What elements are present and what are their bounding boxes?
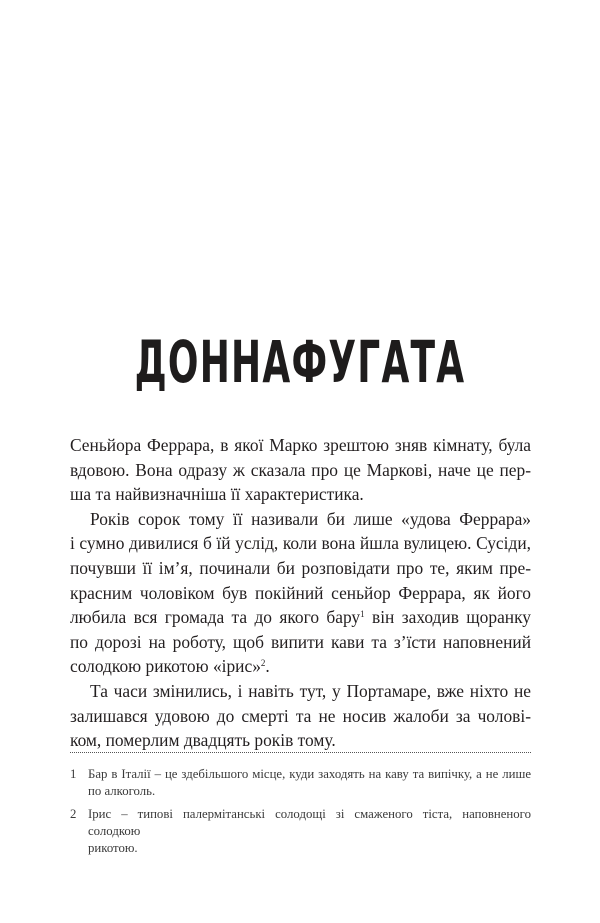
text-line: Сеньйора Феррара, в якої Марко зрештою зняв кімнату, була <box>70 435 531 455</box>
footnote-2 <box>70 806 531 857</box>
footnote-text <box>88 806 531 857</box>
text-line: ком, померлим двадцять років тому. <box>70 730 336 751</box>
text-line-with-footnote <box>70 605 531 630</box>
text-line: вдовою. Вона одразу ж сказала про це Маркові, наче це пер- <box>70 459 531 480</box>
chapter-body <box>70 433 531 753</box>
text-segment: . <box>265 656 270 677</box>
footnote-text <box>88 766 531 800</box>
text-line: і сумно дивилися б їй услід, коли вона йшла вулицею. Сусіди, <box>70 533 531 554</box>
footnote-divider <box>70 752 531 753</box>
text-line: почувши її ім’я, починали би розповідати про те, яким пре- <box>70 557 531 578</box>
footnote-ref-1[interactable]: 1 <box>360 609 365 620</box>
text-line: ша та найвизначніша її характеристика. <box>70 484 364 505</box>
footnote-number: 1 <box>70 767 77 781</box>
paragraph-1 <box>70 433 531 507</box>
text-segment: він заходив щоранку <box>364 607 531 628</box>
text-line: Років сорок тому її називали би лише «удова Феррара» <box>90 508 531 529</box>
text-line: залишався удовою до смерті та не носив жалоби за чолові- <box>70 705 531 726</box>
chapter-title: ДОННАФУГАТА <box>134 327 466 396</box>
footnote-number: 2 <box>70 807 77 821</box>
footnotes <box>70 766 531 863</box>
footnote-1 <box>70 766 531 800</box>
text-line: по алкоголь. <box>88 784 156 798</box>
paragraph-3 <box>70 679 531 753</box>
text-line: красним чоловіком був покійний сеньйор Феррара, як його <box>70 582 531 603</box>
paragraph-2 <box>70 507 531 679</box>
text-line-with-footnote <box>70 654 531 679</box>
text-segment: солодкою рикотою «ірис» <box>70 656 261 677</box>
text-line: по дорозі на роботу, щоб випити кави та з’їсти наповнений <box>70 631 531 652</box>
footnote-ref-2[interactable]: 2 <box>260 658 266 669</box>
text-line: Бар в Італії – це здебільшого місце, куди заходять на каву та випічку, а не лише <box>88 767 531 781</box>
text-segment: любила вся громада та до якого бару <box>70 607 361 628</box>
text-line: Та часи змінились, і навіть тут, у Портамаре, вже ніхто не <box>90 680 531 701</box>
text-line: рикотою. <box>88 841 138 855</box>
text-line: Ірис – типові палермітанські солодощі зі смаженого тіста, наповненого солодкою <box>88 807 531 838</box>
